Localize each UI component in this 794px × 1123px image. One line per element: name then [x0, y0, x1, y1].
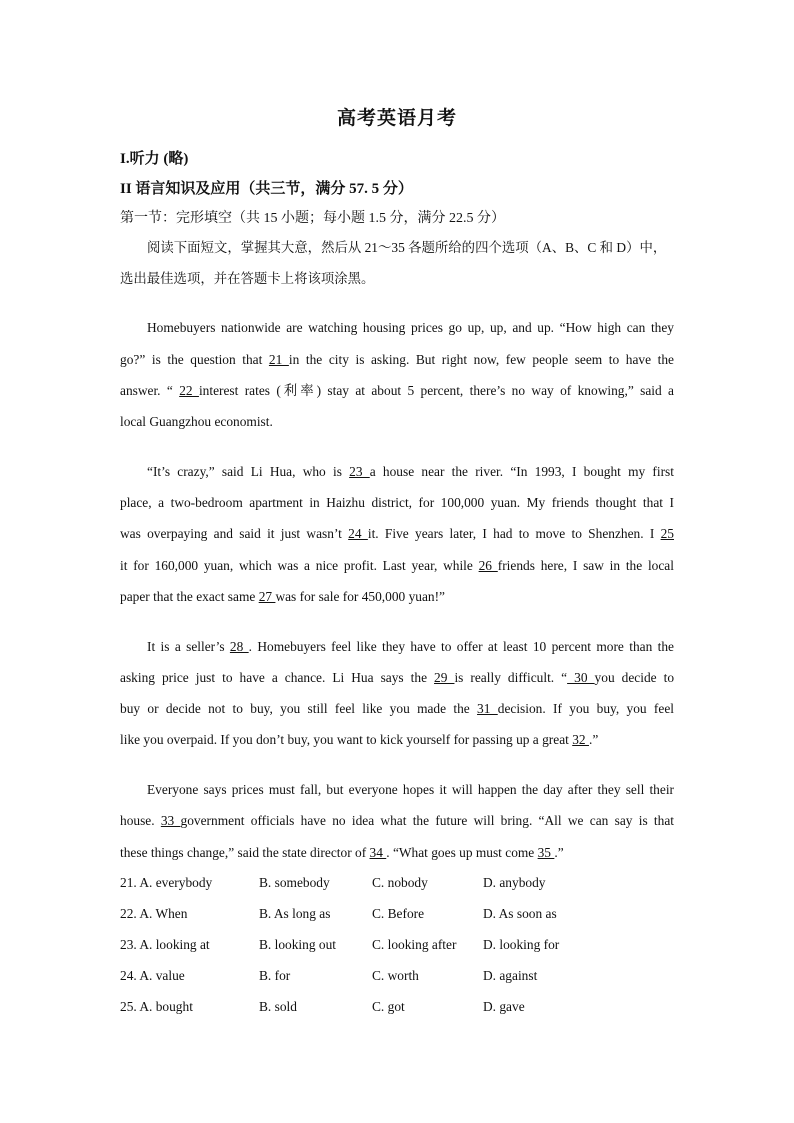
passage-line: these things change,” said the state director of 34 . “What goes up must come 35 .” [120, 845, 564, 860]
option-24-a: 24. A. value [120, 968, 185, 983]
passage-line: it for 160,000 yuan, which was a nice profit. Last year, while 26 friends here, I saw in the local [120, 558, 674, 573]
section-listening-heading: I.听力 (略) [120, 151, 189, 167]
blank-28: 28 [229, 639, 249, 654]
passage-line: buy or decide not to buy, you still feel like you made the 31 decision. If you buy, you feel [120, 701, 674, 716]
passage-line: “It’s crazy,” said Li Hua, who is 23 a house near the river. “In 1993, I bought my first [147, 464, 674, 479]
passage-line: paper that the exact same 27 was for sale for 450,000 yuan!” [120, 589, 445, 604]
option-22-b: B. As long as [259, 906, 331, 921]
blank-27: 27 [258, 589, 276, 604]
blank-35: 35 [537, 845, 555, 860]
passage-line: answer. “ 22 interest rates (利率) stay at about 5 percent, there’s no way of knowing,” said a [120, 383, 674, 398]
option-23-c: C. looking after [372, 937, 457, 952]
option-23-b: B. looking out [259, 937, 337, 952]
option-25-d: D. gave [483, 999, 525, 1014]
blank-22: 22 [179, 383, 199, 398]
passage-line: was overpaying and said it just wasn’t 24 it. Five years later, I had to move to Shenzhen. I 25 [120, 526, 674, 541]
blank-34: 34 [369, 845, 387, 860]
option-21-c: C. nobody [372, 875, 428, 890]
passage-line: It is a seller’s 28 . Homebuyers feel like they have to offer at least 10 percent more than the [147, 639, 674, 654]
blank-26: 26 [478, 558, 498, 573]
option-25-b: B. sold [259, 999, 297, 1014]
passage-line: asking price just to have a chance. Li Hua says the 29 is really difficult. “ 30 you decide to [120, 670, 675, 685]
option-22-a: 22. A. When [120, 906, 188, 921]
blank-21: 21 [268, 352, 289, 367]
option-21-d: D. anybody [483, 875, 546, 890]
option-24-c: C. worth [372, 968, 419, 983]
blank-24: 24 [348, 526, 368, 541]
blank-29: 29 [434, 670, 455, 685]
option-23-d: D. looking for [483, 937, 560, 952]
passage-line: like you overpaid. If you don’t buy, you want to kick yourself for passing up a great 32 .” [120, 732, 599, 747]
passage-line: go?” is the question that 21 in the city is asking. But right now, few people seem to have the [120, 352, 674, 367]
option-22-c: C. Before [372, 906, 425, 921]
option-21-b: B. somebody [259, 875, 330, 890]
page-title: 高考英语月考 [336, 108, 457, 129]
option-25-c: C. got [372, 999, 405, 1014]
blank-32: 32 [572, 732, 589, 747]
section-language-heading: II 语言知识及应用（共三节，满分 57. 5 分） [120, 181, 413, 197]
instruction-line: 阅读下面短文，掌握其大意，然后从 21～35 各题所给的四个选项（A、B、C 和 D）中， [147, 240, 667, 255]
blank-33: 33 [160, 813, 181, 828]
option-22-d: D. As soon as [483, 906, 557, 921]
option-21-a: 21. A. everybody [120, 875, 213, 890]
option-24-b: B. for [259, 968, 291, 983]
passage-line: place, a two-bedroom apartment in Haizhu district, for 100,000 yuan. My friends thought that I [120, 495, 674, 510]
passage-line: Everyone says prices must fall, but everyone hopes it will happen the day after they sell their [147, 782, 674, 797]
instruction-line: 选出最佳选项，并在答题卡上将该项涂黑。 [120, 271, 375, 286]
blank-31: 31 [477, 701, 498, 716]
option-23-a: 23. A. looking at [120, 937, 210, 952]
passage-line: Homebuyers nationwide are watching housing prices go up, up, and up. “How high can they [147, 320, 674, 335]
blank-25: 25 [660, 526, 674, 541]
option-25-a: 25. A. bought [120, 999, 193, 1014]
passage-line: house. 33 government officials have no idea what the future will bring. “All we can say is that [120, 813, 674, 828]
blank-30: 30 [567, 670, 595, 685]
blank-23: 23 [349, 464, 370, 479]
passage-line: local Guangzhou economist. [120, 414, 273, 429]
cloze-part-heading: 第一节：完形填空（共 15 小题；每小题 1.5 分，满分 22.5 分） [120, 211, 505, 226]
option-24-d: D. against [483, 968, 538, 983]
